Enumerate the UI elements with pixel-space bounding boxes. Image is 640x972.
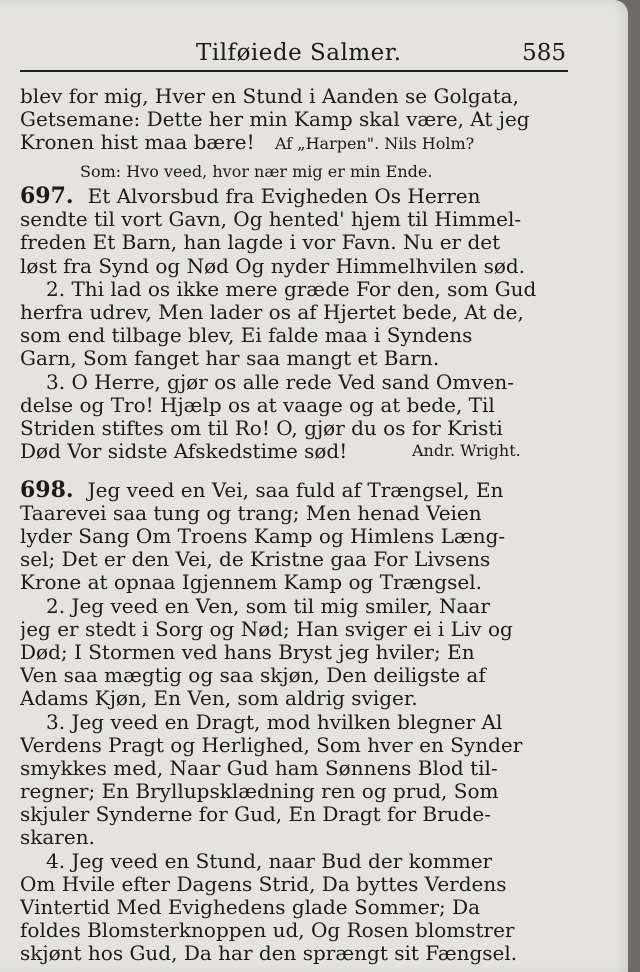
hymn-697-number: 697. xyxy=(20,184,74,208)
hymn-697-first-line xyxy=(20,184,568,208)
hymn-line: Om Hvile efter Dagens Strid, Da byttes Verdens xyxy=(20,872,507,896)
hymn-line: som end tilbage blev, Ei falde maa i Syndens xyxy=(20,323,473,347)
hymn-line: løst fra Synd og Nød Og nyder Himmelhvilen sød. xyxy=(20,254,526,278)
hymn-line: 2. Thi lad os ikke mere græde For den, som Gud xyxy=(46,277,537,301)
hymn-line: lyder Sang Om Troens Kamp og Himlens Læng- xyxy=(20,524,506,548)
hymn-line: Krone at opnaa Igjennem Kamp og Trængsel. xyxy=(20,570,482,594)
continuation-line: Getsemane: Dette her min Kamp skal være, At jeg xyxy=(20,107,530,131)
hymn-line: herfra udrev, Men lader os af Hjertet bede, At de, xyxy=(20,300,524,324)
hymn-line: sendte til vort Gavn, Og hented' hjem til Himmel- xyxy=(20,207,522,231)
hymn-line: jeg er stedt i Sorg og Nød; Han sviger ei i Liv og xyxy=(20,617,513,641)
hymn-line: 2. Jeg veed en Ven, som til mig smiler, Naar xyxy=(46,594,490,618)
hymn-line: Taarevei saa tung og trang; Men henad Veien xyxy=(20,501,482,525)
hymn-line: skjuler Synderne for Gud, En Dragt for Brude- xyxy=(20,802,491,826)
hymn-line: regner; En Bryllupsklædning ren og prud, Som xyxy=(20,779,499,803)
hymn-line: Adams Kjøn, En Ven, som aldrig sviger. xyxy=(20,686,418,710)
header-title: Tilføiede Salmer. xyxy=(196,40,402,66)
continuation-text: Kronen hist maa bære! xyxy=(20,130,255,154)
hymn-line: Død; I Stormen ved hans Bryst jeg hviler; En xyxy=(20,640,475,664)
hymn-line: freden Et Barn, han lagde i vor Favn. Nu er det xyxy=(20,230,501,254)
hymn-line: Jeg veed en Vei, saa fuld af Trængsel, En xyxy=(87,478,504,502)
hymn-line: 4. Jeg veed en Stund, naar Bud der kommer xyxy=(46,849,493,873)
hymn-line: foldes Blomsterknoppen ud, Og Rosen blomstrer xyxy=(20,918,515,942)
hymn-697-tune: Som: Hvo veed, hvor nær mig er min Ende. xyxy=(80,162,433,181)
hymn-698-number: 698. xyxy=(20,478,74,502)
hymn-line: 3. Jeg veed en Dragt, mod hvilken blegner Al xyxy=(46,710,503,734)
hymn-line: sel; Det er den Vei, de Kristne gaa For Livsens xyxy=(20,547,491,571)
hymn-line-with-attribution xyxy=(20,439,568,463)
hymn-line: 3. O Herre, gjør os alle rede Ved sand Omven- xyxy=(46,370,515,394)
continuation-line-with-attribution xyxy=(20,130,568,154)
hymn-line: Striden stiftes om til Ro! O, gjør du os for Kristi xyxy=(20,416,503,440)
hymn-line: Garn, Som fanget har saa mangt et Barn. xyxy=(20,346,440,370)
hymn-line: smykkes med, Naar Gud ham Sønnens Blod til- xyxy=(20,756,498,780)
continuation-attribution: Af „Harpen". Nils Holm? xyxy=(275,134,475,153)
hymn-698-first-line xyxy=(20,478,568,502)
hymn-line: Verdens Pragt og Herlighed, Som hver en Synder xyxy=(20,733,523,757)
hymn-line: Ven saa mægtig og saa skjøn, Den deiligste af xyxy=(20,663,486,687)
hymn-line: delse og Tro! Hjælp os at vaage og at bede, Til xyxy=(20,393,495,417)
running-header xyxy=(20,38,568,72)
hymn-line: skjønt hos Gud, Da har den sprængt sit Fængsel. xyxy=(20,941,518,965)
page-number: 585 xyxy=(522,40,566,66)
hymn-line: Et Alvorsbud fra Evigheden Os Herren xyxy=(87,184,481,208)
hymn-line: Død Vor sidste Afskedstime sød! xyxy=(20,439,348,463)
continuation-line: blev for mig, Hver en Stund i Aanden se Golgata, xyxy=(20,84,519,108)
hymn-line: skaren. xyxy=(20,825,95,849)
hymn-697-attribution: Andr. Wright. xyxy=(412,441,521,460)
hymn-line: Vintertid Med Evighedens glade Sommer; Da xyxy=(20,895,481,919)
